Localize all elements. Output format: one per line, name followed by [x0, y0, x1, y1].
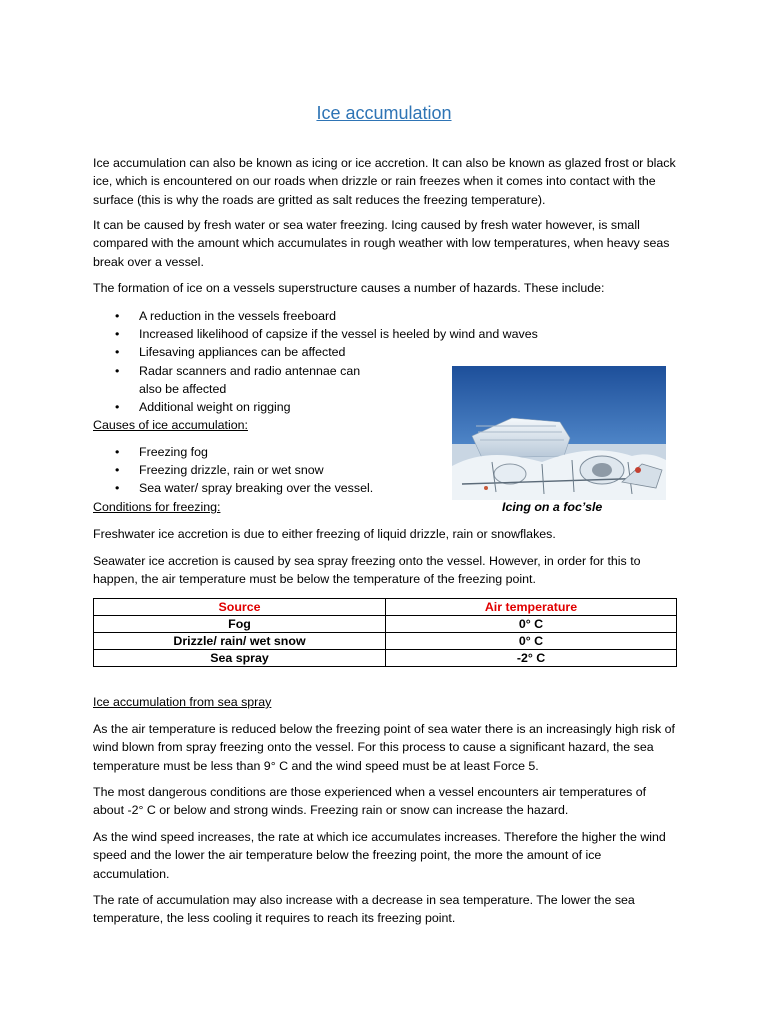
causes-list	[93, 443, 433, 498]
icing-photo	[452, 366, 666, 500]
table-cell: Fog	[94, 616, 386, 633]
list-item: • Lifesaving appliances can be affected	[93, 343, 423, 361]
list-item: • A reduction in the vessels freeboard	[93, 307, 423, 325]
intro-paragraph-3: The formation of ice on a vessels superstructure causes a number of hazards. These include:	[93, 281, 605, 295]
table-cell: 0° C	[386, 633, 677, 650]
table-header-source: Source	[94, 599, 386, 616]
page-title: Ice accumulation	[316, 103, 452, 123]
intro-paragraph-2: It can be caused by fresh water or sea water freezing. Icing caused by fresh water however, is small compared with the amount which accumulates in rough weather with low temperatures, when heavy seas break over a vessel.	[93, 218, 670, 269]
table-row	[94, 650, 677, 667]
list-item: • Freezing fog	[93, 443, 433, 461]
table-cell: Drizzle/ rain/ wet snow	[94, 633, 386, 650]
table-row	[94, 633, 677, 650]
list-item: • Sea water/ spray breaking over the vessel.	[93, 479, 433, 497]
table-header-row	[94, 599, 677, 616]
table-row	[94, 616, 677, 633]
image-caption: Icing on a foc’sle	[502, 500, 603, 514]
hazards-list	[93, 307, 538, 416]
causes-heading: Causes of ice accumulation:	[93, 418, 248, 432]
conditions-paragraph-2: Seawater ice accretion is caused by sea spray freezing onto the vessel. However, in order for this to happen, the air temperature must be below the temperature of the freezing point.	[93, 554, 641, 587]
spray-paragraph-3: As the wind speed increases, the rate at which ice accumulates increases. Therefore the higher the wind speed and the lower the air temperature below the freezing point, the more the amount of ice accumulation.	[93, 830, 666, 881]
list-item: • Radar scanners and radio antennae can also be affected	[93, 362, 379, 398]
intro-paragraph-1: Ice accumulation can also be known as icing or ice accretion. It can also be known as glazed frost or black ice, which is encountered on our roads when drizzle or rain freezes when it comes into contact with the surface (this is why the roads are gritted as salt reduces the freezing temperature).	[93, 156, 676, 207]
list-item: • Additional weight on rigging	[93, 398, 423, 416]
conditions-heading: Conditions for freezing:	[93, 500, 221, 514]
list-item: • Freezing drizzle, rain or wet snow	[93, 461, 433, 479]
spray-paragraph-4: The rate of accumulation may also increase with a decrease in sea temperature. The lower the sea temperature, the less cooling it requires to reach its freezing point.	[93, 893, 635, 926]
spray-paragraph-2: The most dangerous conditions are those experienced when a vessel encounters air temperatures of about -2° C or below and strong winds. Freezing rain or snow can increase the hazard.	[93, 785, 647, 818]
spray-paragraph-1: As the air temperature is reduced below the freezing point of sea water there is an increasingly high risk of wind blown from spray freezing onto the vessel. For this process to cause a significant hazard, the sea temperature must be less than 9° C and the wind speed must be at least Force 5.	[93, 722, 675, 773]
spray-heading: Ice accumulation from sea spray	[93, 695, 272, 709]
conditions-paragraph-1: Freshwater ice accretion is due to either freezing of liquid drizzle, rain or snowflakes.	[93, 527, 556, 541]
table-cell: 0° C	[386, 616, 677, 633]
table-cell: Sea spray	[94, 650, 386, 667]
table-cell: -2° C	[386, 650, 677, 667]
freezing-conditions-table	[93, 598, 677, 667]
list-item: • Increased likelihood of capsize if the vessel is heeled by wind and waves	[93, 325, 559, 343]
table-header-air-temperature: Air temperature	[386, 599, 677, 616]
